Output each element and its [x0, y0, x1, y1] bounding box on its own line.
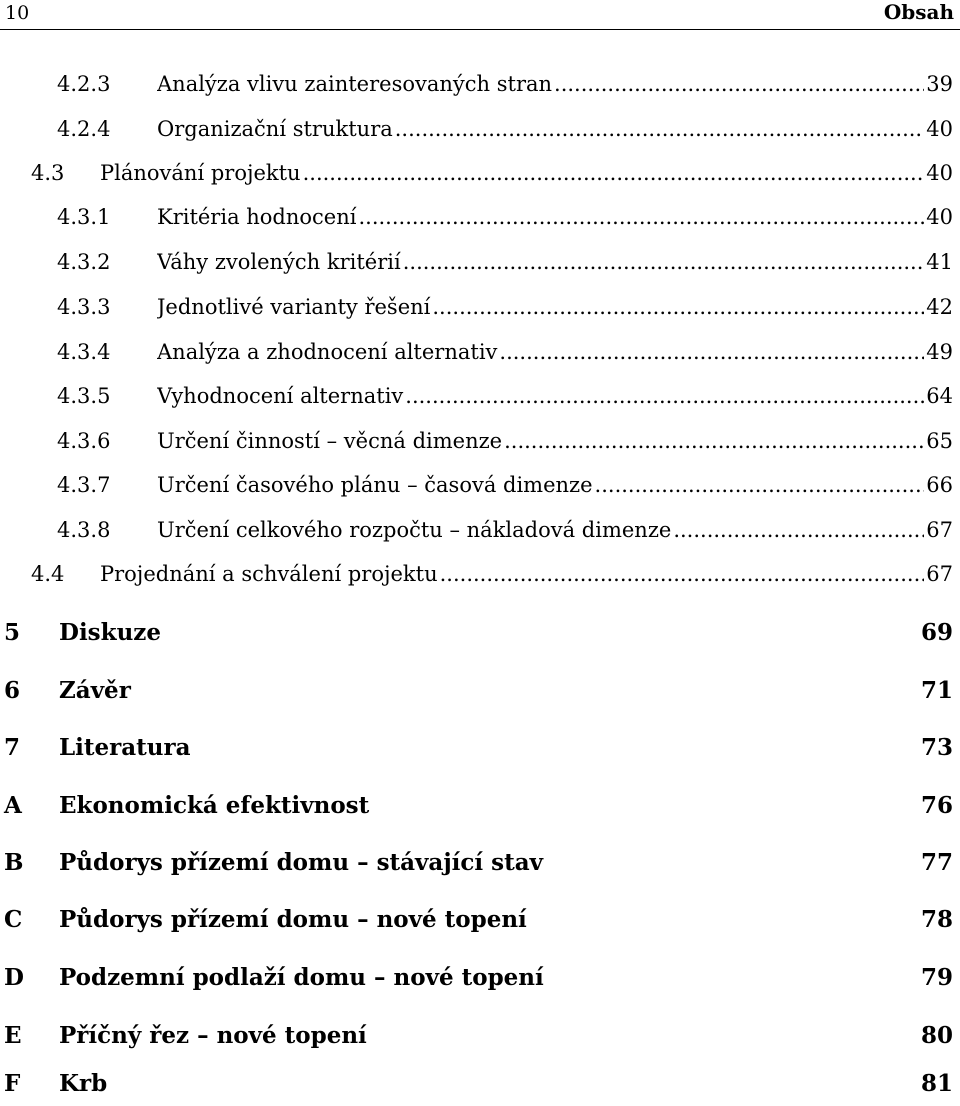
toc-chapter-entry[interactable] — [4, 613, 953, 653]
toc-entry-title: Vyhodnocení alternativ — [157, 384, 404, 408]
toc-entry-title: Organizační struktura — [157, 117, 393, 141]
toc-entry-number: 4.3.4 — [57, 340, 111, 364]
toc-entry-page: 49 — [926, 340, 953, 364]
dot-leader — [554, 67, 924, 101]
toc-entry-page: 67 — [926, 562, 953, 586]
toc-chapter-page: 78 — [920, 906, 953, 933]
toc-chapter-entry[interactable] — [4, 786, 953, 826]
toc-chapter-page: 73 — [920, 734, 953, 761]
toc-entry-title: Určení časového plánu – časová dimenze — [157, 473, 593, 497]
dot-leader — [358, 200, 924, 234]
toc-chapter-page: 69 — [920, 619, 953, 646]
toc-entry-number: 4.3.2 — [57, 250, 111, 274]
toc-entry[interactable] — [57, 379, 953, 413]
toc-entry-title: Určení činností – věcná dimenze — [157, 429, 503, 453]
toc-entry-number: 4.3.1 — [57, 205, 111, 229]
toc-chapter-page: 81 — [920, 1070, 953, 1097]
toc-chapter-entry[interactable] — [4, 1016, 953, 1056]
toc-entry[interactable] — [57, 245, 953, 279]
page-number: 10 — [5, 2, 30, 24]
toc-entry-title: Jednotlivé varianty řešení — [157, 295, 431, 319]
toc-chapter-number: 5 — [4, 619, 21, 646]
toc-chapter-title: Diskuze — [59, 619, 161, 646]
toc-chapter-number: D — [4, 964, 24, 991]
toc-entry[interactable] — [57, 200, 953, 234]
toc-entry-page: 64 — [926, 384, 953, 408]
toc-entry-page: 40 — [926, 161, 953, 185]
toc-entry-page: 66 — [926, 473, 953, 497]
toc-entry-title: Určení celkového rozpočtu – nákladová dimenze — [157, 518, 672, 542]
toc-chapter-entry[interactable] — [4, 728, 953, 768]
toc-entry-page: 67 — [926, 518, 953, 542]
toc-chapter-page: 80 — [920, 1022, 953, 1049]
toc-chapter-title: Ekonomická efektivnost — [59, 792, 370, 819]
toc-entry-title: Plánování projektu — [100, 161, 301, 185]
dot-leader — [504, 424, 924, 458]
toc-entry-title: Projednání a schválení projektu — [100, 562, 438, 586]
toc-entry-page: 65 — [926, 429, 953, 453]
toc-entry[interactable] — [57, 468, 953, 502]
toc-chapter-entry[interactable] — [4, 900, 953, 940]
dot-leader — [595, 468, 925, 502]
toc-chapter-number: 7 — [4, 734, 21, 761]
dot-leader — [303, 156, 925, 190]
toc-entry-number: 4.3.7 — [57, 473, 111, 497]
toc-entry-title: Kritéria hodnocení — [157, 205, 357, 229]
toc-chapter-entry[interactable] — [4, 1064, 953, 1104]
toc-entry[interactable] — [57, 290, 953, 324]
toc-chapter-number: F — [4, 1070, 21, 1097]
toc-entry-number: 4.4 — [31, 562, 65, 586]
toc-chapter-number: B — [4, 849, 24, 876]
dot-leader — [432, 290, 924, 324]
toc-entry[interactable] — [57, 335, 953, 369]
toc-entry-number: 4.3.5 — [57, 384, 111, 408]
toc-chapter-title: Půdorys přízemí domu – nové topení — [59, 906, 527, 933]
toc-chapter-number: 6 — [4, 677, 21, 704]
toc-entry-title: Analýza vlivu zainteresovaných stran — [157, 72, 553, 96]
toc-entry[interactable] — [57, 112, 953, 146]
toc-chapter-number: C — [4, 906, 23, 933]
toc-chapter-entry[interactable] — [4, 671, 953, 711]
page-header — [0, 0, 960, 30]
toc-entry[interactable] — [57, 513, 953, 547]
toc-entry-title: Analýza a zhodnocení alternativ — [157, 340, 498, 364]
toc-chapter-title: Podzemní podlaží domu – nové topení — [59, 964, 544, 991]
toc-entry-page: 41 — [926, 250, 953, 274]
toc-entry-number: 4.3.3 — [57, 295, 111, 319]
toc-chapter-title: Závěr — [59, 677, 131, 704]
toc-chapter-entry[interactable] — [4, 958, 953, 998]
dot-leader — [403, 245, 925, 279]
toc-chapter-title: Půdorys přízemí domu – stávající stav — [59, 849, 543, 876]
toc-entry[interactable] — [57, 67, 953, 101]
toc-entry-number: 4.2.3 — [57, 72, 111, 96]
toc-chapter-page: 79 — [920, 964, 953, 991]
toc-entry-number: 4.3.6 — [57, 429, 111, 453]
dot-leader — [499, 335, 924, 369]
toc-entry-page: 39 — [926, 72, 953, 96]
toc-chapter-page: 71 — [920, 677, 953, 704]
toc-entry[interactable] — [57, 424, 953, 458]
toc-chapter-page: 76 — [920, 792, 953, 819]
toc-chapter-page: 77 — [920, 849, 953, 876]
toc-entry-page: 40 — [926, 117, 953, 141]
toc-entry-page: 42 — [926, 295, 953, 319]
toc-entry[interactable] — [31, 156, 953, 190]
toc-chapter-title: Krb — [59, 1070, 108, 1097]
toc-chapter-number: A — [4, 792, 22, 819]
dot-leader — [440, 557, 925, 591]
toc-entry-number: 4.2.4 — [57, 117, 111, 141]
dot-leader — [673, 513, 924, 547]
dot-leader — [405, 379, 924, 413]
toc-chapter-number: E — [4, 1022, 22, 1049]
toc-entry-page: 40 — [926, 205, 953, 229]
toc-entry[interactable] — [31, 557, 953, 591]
toc-chapter-entry[interactable] — [4, 843, 953, 883]
toc-chapter-title: Příčný řez – nové topení — [59, 1022, 367, 1049]
toc-entry-number: 4.3.8 — [57, 518, 111, 542]
toc-entry-number: 4.3 — [31, 161, 65, 185]
toc-entry-title: Váhy zvolených kritérií — [157, 250, 401, 274]
dot-leader — [395, 112, 925, 146]
toc-chapter-title: Literatura — [59, 734, 191, 761]
running-chapter-title: Obsah — [883, 0, 954, 24]
